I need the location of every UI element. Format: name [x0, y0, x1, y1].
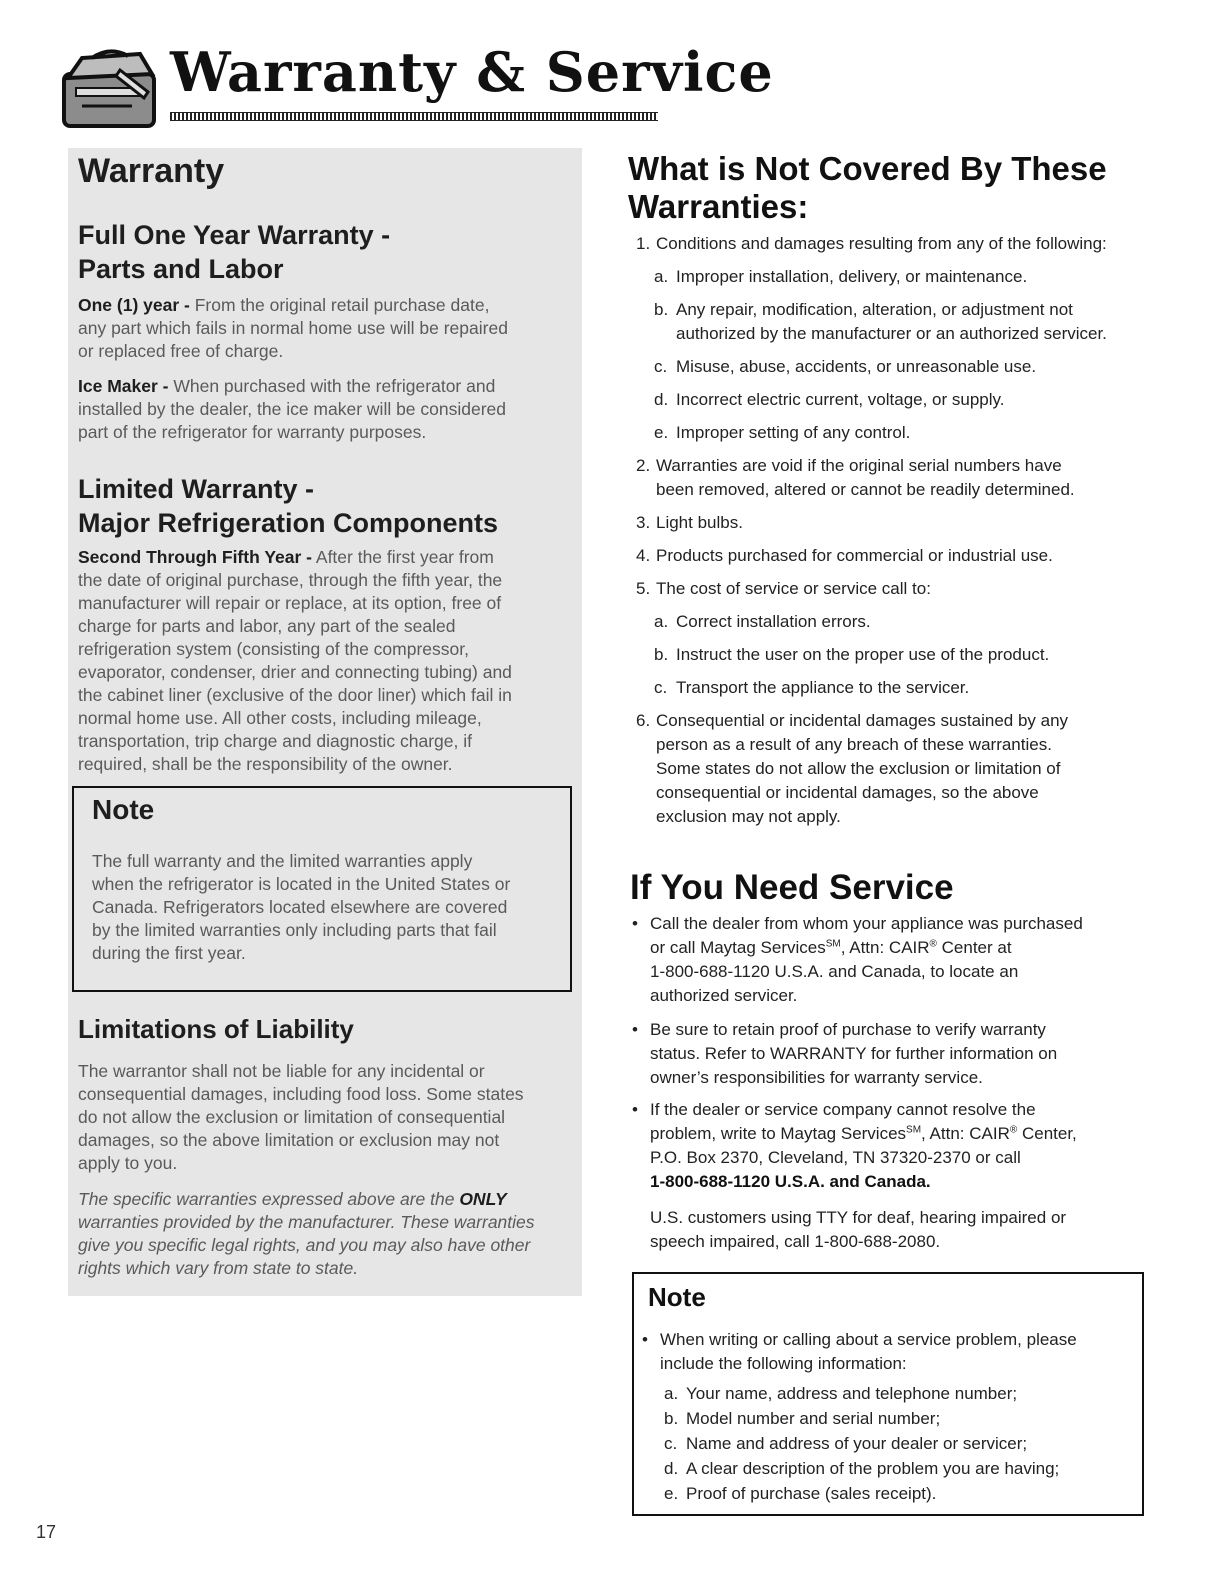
- warranty-panel: [68, 148, 582, 1296]
- note-item-letter: a.: [664, 1384, 679, 1403]
- list-item-number: 1.: [636, 234, 651, 253]
- note-list-item: [664, 1432, 1134, 1457]
- list-item-number: c.: [654, 357, 668, 376]
- list-item-text: Conditions and damages resulting from any of the following:: [656, 234, 1107, 253]
- note-heading: Note: [92, 794, 155, 825]
- note-text: The full warranty and the limited warranties apply when the refrigerator is located in the United States or Canada. Refrigerators located elsewhere are covered by the limited warranties only including parts that fail during the first year.: [92, 851, 511, 963]
- list-item-text: authorized by the manufacturer or an authorized servicer.: [676, 324, 1107, 343]
- list-item-number: b.: [654, 645, 669, 664]
- note-item-text: A clear description of the problem you are having;: [686, 1459, 1060, 1478]
- list-item-number: 4.: [636, 546, 651, 565]
- note-item-text: Your name, address and telephone number;: [686, 1384, 1018, 1403]
- list-item-text: Light bulbs.: [656, 513, 743, 532]
- list-item-text: Incorrect electric current, voltage, or supply.: [676, 390, 1005, 409]
- note-item-letter: b.: [664, 1409, 679, 1428]
- list-item-text: Instruct the user on the proper use of the product.: [676, 645, 1050, 664]
- list-item-text: been removed, altered or cannot be readily determined.: [656, 480, 1075, 499]
- note-item-letter: c.: [664, 1434, 678, 1453]
- service-note-items: [664, 1382, 1134, 1507]
- page-number: 17: [36, 1522, 57, 1542]
- list-item-text: Warranties are void if the original serial numbers have: [656, 456, 1062, 475]
- list-item-number: a.: [654, 267, 669, 286]
- warranty-heading: Warranty: [78, 152, 225, 190]
- list-item-text: Consequential or incidental damages sustained by any: [656, 711, 1069, 730]
- list-item-text: Transport the appliance to the servicer.: [676, 678, 970, 697]
- list-item-text: consequential or incidental damages, so the above: [656, 783, 1039, 802]
- page-title: Warranty & Service: [170, 40, 774, 104]
- note-item-letter: d.: [664, 1459, 679, 1478]
- liability-text: The warrantor shall not be liable for any incidental or consequential damages, including food loss. Some states do not allow the exclusion or limitation of consequential damages, so the above limitation or exclusion may not apply to you.: [78, 1061, 524, 1173]
- list-item-number: 6.: [636, 711, 651, 730]
- list-item-number: 5.: [636, 579, 651, 598]
- note-list-item: [664, 1382, 1134, 1407]
- list-item-text: Products purchased for commercial or industrial use.: [656, 546, 1053, 565]
- list-item-number: 3.: [636, 513, 651, 532]
- note-list-item: [664, 1407, 1134, 1432]
- warranty-note-box: [72, 786, 572, 992]
- note-item-letter: e.: [664, 1484, 679, 1503]
- not-covered-heading: What is Not Covered By These Warranties:: [628, 150, 1107, 225]
- list-item-number: d.: [654, 390, 669, 409]
- list-item-text: exclusion may not apply.: [656, 807, 841, 826]
- liability-heading: Limitations of Liability: [78, 1014, 354, 1044]
- service-note-box: Note • When writing or calling about a service problem, please include the following information: a. Your name, address and telephone number; b. Model number and serial number; c. Name and address of your dealer or servicer; d. A clear description of the problem you are having; e. Proof of purchase (sales receipt).: [632, 1272, 1144, 1516]
- list-item-text: Misuse, abuse, accidents, or unreasonable use.: [676, 357, 1037, 376]
- list-item-text: Some states do not allow the exclusion or limitation of: [656, 759, 1061, 778]
- note-item-text: Proof of purchase (sales receipt).: [686, 1484, 937, 1503]
- list-item-number: a.: [654, 612, 669, 631]
- page-header: [62, 38, 774, 128]
- full-warranty-heading: Full One Year Warranty - Parts and Labor: [78, 220, 391, 284]
- list-item-text: person as a result of any breach of these warranties.: [656, 735, 1052, 754]
- service-heading: If You Need Service: [630, 868, 954, 907]
- service-note-heading: Note: [648, 1282, 706, 1312]
- full-warranty-text: One (1) year - From the original retail purchase date, any part which fails in normal home use will be repaired or replaced free of charge.: [78, 295, 508, 361]
- header-rule: [170, 112, 658, 121]
- note-list-item: [664, 1457, 1134, 1482]
- ice-maker-text: Ice Maker - When purchased with the refrigerator and installed by the dealer, the ice maker will be considered part of the refrigerator for warranty purposes.: [78, 376, 507, 442]
- list-item-text: Improper setting of any control.: [676, 423, 911, 442]
- list-item-number: 2.: [636, 456, 651, 475]
- limited-warranty-text: Second Through Fifth Year - After the first year from the date of original purchase, through the fifth year, the manufacturer will repair or replace, at its option, free of charge for parts and labor, any part of the sealed refrigeration system (consisting of the compressor, evaporator, condenser, drier and connecting tubing) and the cabinet liner (exclusive of the door liner) which fail in normal home use. All other costs, including mileage, transportation, trip charge and diagnostic charge, if required, shall be the responsibility of the owner.: [78, 547, 512, 774]
- list-item-text: Any repair, modification, alteration, or adjustment not: [676, 300, 1073, 319]
- list-item-text: Improper installation, delivery, or maintenance.: [676, 267, 1028, 286]
- note-item-text: Model number and serial number;: [686, 1409, 941, 1428]
- toolbox-icon: [62, 48, 158, 130]
- limited-warranty-heading: Limited Warranty - Major Refrigeration Components: [78, 474, 499, 538]
- list-item-number: b.: [654, 300, 669, 319]
- list-item-text: The cost of service or service call to:: [656, 579, 931, 598]
- tty-text: U.S. customers using TTY for deaf, hearing impaired or speech impaired, call 1-800-688-2080.: [650, 1208, 1067, 1251]
- list-item-number: c.: [654, 678, 668, 697]
- liability-italic-text: The specific warranties expressed above are the ONLY warranties provided by the manufacturer. These warranties give you specific legal rights, and you may also have other rights which vary from state to state.: [78, 1189, 535, 1278]
- note-list-item: [664, 1482, 1134, 1507]
- list-item-number: e.: [654, 423, 669, 442]
- service-phone-bold: 1-800-688-1120 U.S.A. and Canada.: [650, 1172, 931, 1191]
- list-item-text: Correct installation errors.: [676, 612, 871, 631]
- note-item-text: Name and address of your dealer or servicer;: [686, 1434, 1028, 1453]
